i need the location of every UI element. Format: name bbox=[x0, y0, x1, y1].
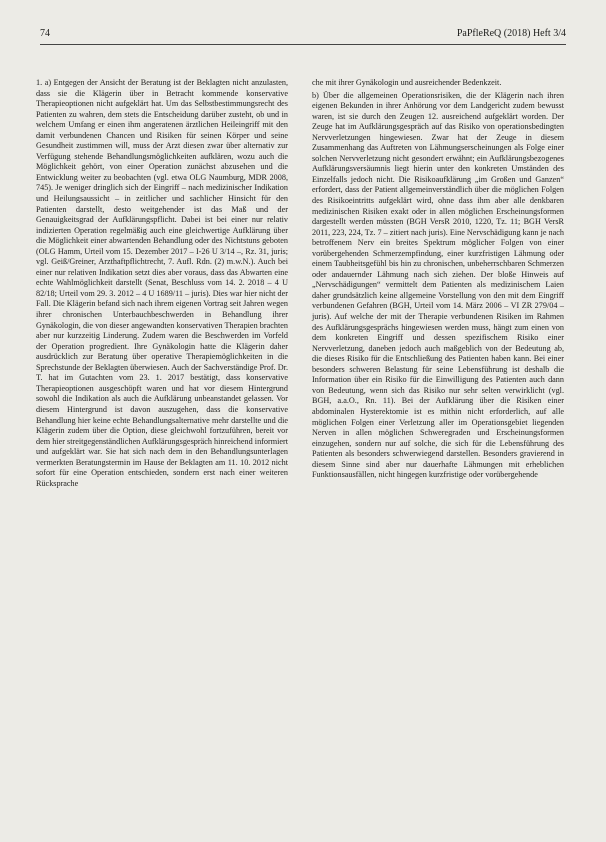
body-paragraph: b) Über die allgemeinen Operationsrisiken, die der Klägerin nach ihren eigenen Bekunden in ihrer Anhörung vor dem Landgericht zudem bewusst waren, ist sie durch den Zeugen 12. ausreichend aufgeklärt worden. Der Zeuge hat im Aufklärungsgespräch auf das Risiko von operationsbedingten Nervverletzungen hingewiesen. Zwar hat der Zeuge in diesem Zusammenhang das Auftreten von Lähmungserscheinungen als Folge einer solchen Nervverletzung nicht gesondert erwähnt; ein Aufklärungsbezogenes Aufklärungsversäumnis liegt hierin unter den konkreten Umständen des Einzelfalls jedoch nicht. Die Risikoaufklärung „im Großen und Ganzen“ erfordert, dass der Patient allgemeinverständlich über die möglichen Folgen des Risikoeintritts aufgeklärt wird, ohne dass ihm aber alle denkbaren medizinischen Risiken exakt oder in allen möglichen Erscheinungsformen dargestellt werden müssten (BGH VersR 2010, 1220, Tz. 11; BGH VersR 2011, 223, 224, Tz. 7 – zitiert nach juris). Eine Nervschädigung kann je nach betroffenem Nerv ein breites Spektrum möglicher Folgen von einer vorübergehenden Schmerzempfindung, einer kurzfristigen Lähmung oder einem Taubheitsgefühl bis hin zu chronischen, unbeherrschbaren Schmerzen oder andauernder Lähmung nach sich ziehen. Der bloße Hinweis auf „Nervschädigungen“ vermittelt dem Patienten als medizinischem Laien daher grundsätzlich keine allgemeine Vorstellung von den mit dem Eingriff verbundenen Gefahren (BGH, Urteil vom 14. März 2006 – VI ZR 279/04 – juris). Auf welche der mit der Therapie verbundenen Risiken im Rahmen des Aufklärungsgesprächs hingewiesen werden muss, hängt zum einen von dem konkreten Eingriff und dessen spezifischem Risiko einer Nervverletzung, daneben jedoch auch maßgeblich von der Bedeutung ab, die dieses Risiko für die Entschließung des Patienten haben kann. Bei einer besonders schweren Belastung für seine Lebensführung ist deshalb die Information über ein Risiko für die Einwilligung des Patienten auch dann von Bedeutung, wenn sich das Risiko nur sehr selten verwirklicht (vgl. BGH, a.a.O., Rn. 11). Bei der Aufklärung über die Risiken einer abdominalen Hysterektomie ist es mithin nicht erforderlich, auf alle möglichen Folgen einer Verletzung aller im Operationsgebiet liegenden Nerven in allen möglichen Schweregraden und Erscheinungsformen einzugehen, sondern nur auf solche, die sich für die Lebensführung des Patienten als besonders schwerwiegend darstellen. Besonders gravierend in diesem Sinne sind aber nur dauerhafte Lähmungen mit erheblichen Funktionsausfällen, nicht hingegen kurzfristige oder vorübergehende bbox=[312, 90, 564, 480]
header-rule bbox=[40, 44, 566, 45]
journal-title: PaPfleReQ (2018) Heft 3/4 bbox=[456, 28, 566, 39]
right-column bbox=[312, 78, 564, 483]
left-column bbox=[36, 78, 288, 491]
page-number: 74 bbox=[40, 28, 50, 39]
page-header bbox=[40, 28, 566, 42]
body-paragraph: che mit ihrer Gynäkologin und ausreichender Bedenkzeit. bbox=[312, 78, 502, 87]
body-paragraph: 1. a) Entgegen der Ansicht der Beratung ist der Beklagten nicht anzulasten, dass sie die Klägerin über in Betracht kommende konservative Therapieoptionen nicht aufgeklärt hat. Um das Selbstbestimmungsrecht des Patienten zu wahren, dem stets die Entscheidung darüber zusteht, ob und in welchem Umfang er einen ihm angeratenen ärztlichen Heileingriff mit den damit verbundenen Chancen und Risiken für seinen Körper und seine Gesundheit zustimmen will, muss der Arzt diesen zwar über alternativ zur Verfügung stehende Behandlungsmöglichkeiten aufklären, wozu auch die Möglichkeit gehört, von einer Operation zunächst abzusehen und die Entwicklung weiter zu beobachten (vgl. etwa OLG Naumburg, MDR 2008, 745). Je weniger dringlich sich der Eingriff – nach medizinischer Indikation und Heilungsaussicht – in zeitlicher und sachlicher Hinsicht für den Patienten darstellt, desto weitgehender ist das Maß und der Genauigkeitsgrad der Aufklärungspflicht. Dabei ist bei einer nur relativ indizierten Operation regelmäßig auch eine gleichwertige Aufklärung über die Möglichkeit einer abwartenden Behandlung oder des Nichtstuns geboten (OLG Hamm, Urteil vom 15. Dezember 2017 – I-26 U 3/14 –, Rz. 31, juris; vgl. Geiß/Greiner, Arzthaftpflichtrecht, 7. Aufl. Rdn. (2) m.w.N.). Auch bei einer nur relativen Indikation setzt dies aber voraus, dass das Abwarten eine echte Wahlmöglichkeit darstellt (Senat, Beschluss vom 14. 2. 2018 – 4 U 82/18; Urteil vom 29. 3. 2012 – 4 U 1689/11 – juris). Dies war hier nicht der Fall. Die Klägerin befand sich nach ihrem eigenen Vortrag seit Jahren wegen ihrer chronischen Unterbauchbeschwerden in Behandlung ihrer Gynäkologin, die von dieser angewandten konservativen Therapien brachten aber nur kurzzeitig Linderung. Zudem waren die Beschwerden im Vorfeld der Operation progredient. Ihre Gynäkologin hatte die Klägerin daher ausdrücklich zur Beratung über operative Therapiemöglichkeiten in die Sprechstunde der Beklagten überwiesen. Auch der Sachverständige Prof. Dr. T. hat im Gutachten vom 23. 1. 2017 bestätigt, dass konservative Therapieoptionen ausgeschöpft waren und hat vor diesem Hintergrund sowohl die Indikation als auch die Aufklärung unbeanstandet gelassen. Vor diesem Hintergrund ist davon auszugehen, dass die konservative Behandlung hier keine echte Behandlungsalternative mehr darstellte und die Klägerin zudem über die Option, diese gleichwohl fortzuführen, bereit vor dem hier streitgegenständlichen Aufklärungsgespräch hinreichend informiert und aufgeklärt war. Sie hat sich nach dem in den Behandlungsunterlagen vermerkten Beratungstermin im Hause der Beklagten am 11. 10. 2012 nicht sofort für eine Operation entschieden, sondern erst nach einer weiteren Rücksprache bbox=[36, 78, 288, 488]
